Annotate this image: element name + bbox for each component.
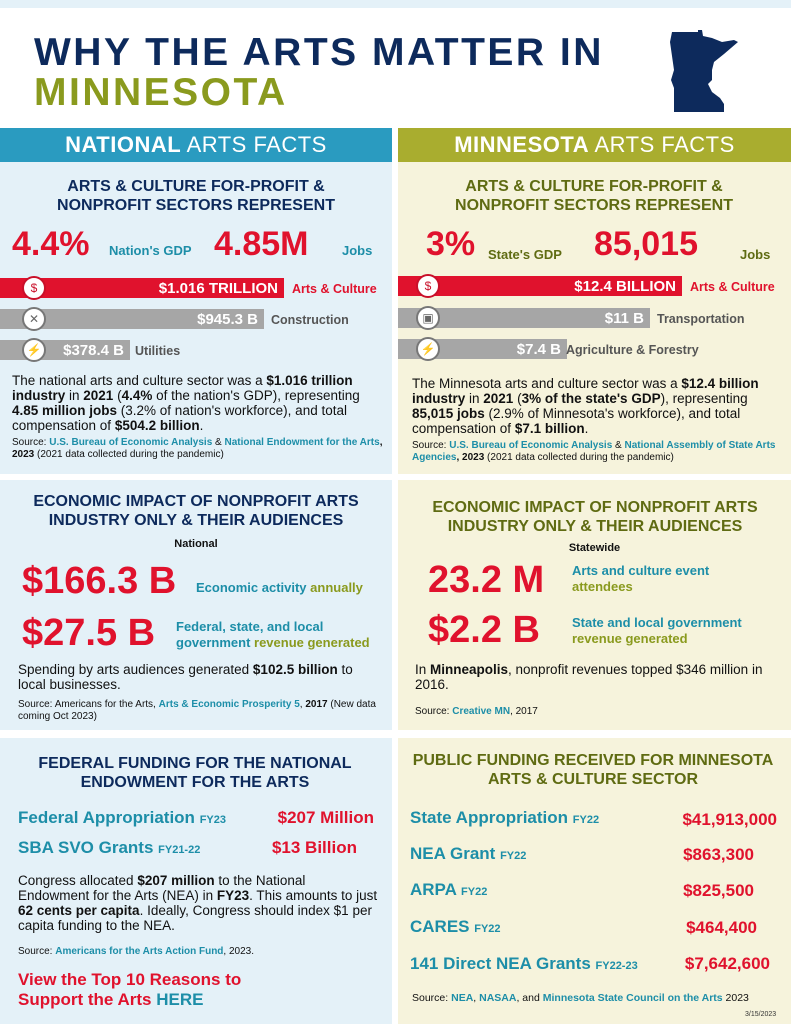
text: Source: Americans for the Arts,	[18, 699, 159, 710]
minnesota-bar-label-2: Agriculture & Forestry	[566, 343, 699, 357]
text: Federal, state, and local government	[176, 619, 324, 650]
text: &	[212, 437, 225, 448]
text-bold: $102.5 billion	[252, 662, 338, 677]
text: In	[415, 662, 431, 677]
federal-title: FEDERAL FUNDING FOR THE NATIONAL ENDOWMENT FOR THE ARTS	[38, 755, 352, 791]
impact-national-stat1: $166.3 B	[22, 560, 177, 602]
text-bold: $504.2 billion	[114, 418, 200, 433]
impact-national-stat2-label	[176, 619, 391, 651]
minnesota-map-icon	[668, 30, 740, 112]
text: , 2023.	[223, 946, 255, 957]
federal-row-0-value: $207 Million	[277, 808, 374, 827]
minnesota-bar-label-1: Transportation	[657, 312, 745, 326]
text: View the Top 10 Reasons to Support the Arts	[18, 970, 242, 1009]
public-row-2-value: $825,500	[683, 881, 754, 900]
national-paragraph	[12, 373, 382, 433]
source-link[interactable]: U.S. Bureau of Economic Analysis	[449, 440, 613, 451]
text: Source:	[412, 992, 452, 1004]
text: (2.9% of Minnesota's workforce), and total compensation of	[412, 406, 741, 436]
text-bold: Minneapolis	[430, 662, 509, 677]
bar-value: $1.016 TRILLION	[158, 279, 278, 297]
document-date: 3/15/2023	[745, 1011, 777, 1018]
minnesota-bar-0	[398, 276, 682, 296]
text-bold: 4.4%	[121, 388, 153, 403]
source-link[interactable]: National Endowment for the Arts	[224, 437, 380, 448]
fy-label: FY22	[572, 814, 600, 826]
text: (2021 data collected during the pandemic)	[34, 449, 224, 460]
source-link[interactable]: Minnesota State Council on the Arts	[542, 992, 723, 1004]
source-link[interactable]: NASAA	[479, 992, 517, 1004]
source-link[interactable]: U.S. Bureau of Economic Analysis	[49, 437, 213, 448]
national-sectors-title: ARTS & CULTURE FOR-PROFIT & NONPROFIT SECTORS REPRESENT	[57, 178, 335, 214]
text: revenue generated	[254, 635, 370, 650]
impact-state-stat2: $2.2 B	[428, 609, 540, 651]
source-link[interactable]: Americans for the Arts Action Fund	[55, 946, 224, 957]
text: State Appropriation	[410, 808, 569, 827]
minnesota-header	[398, 128, 791, 162]
minnesota-bar-label-0: Arts & Culture	[690, 280, 775, 294]
plug-icon: ⚡	[416, 337, 440, 361]
bar-value: $7.4 B	[516, 340, 561, 358]
public-row-3-label	[410, 917, 501, 937]
national-header	[0, 128, 392, 162]
money-icon: $	[22, 276, 46, 300]
text: . This amounts to just	[249, 888, 378, 903]
minnesota-gdp-value: 3%	[426, 225, 476, 263]
text: to local businesses.	[18, 662, 353, 692]
text: &	[612, 440, 625, 451]
public-row-0-value: $41,913,000	[682, 810, 777, 829]
minnesota-jobs-label: Jobs	[740, 247, 771, 262]
text-bold: $1.016 trillion industry	[12, 373, 353, 403]
top-strip	[0, 0, 791, 8]
impact-state-stat1: 23.2 M	[428, 559, 545, 601]
national-header-bold: NATIONAL	[65, 132, 182, 157]
text: SBA SVO Grants	[18, 838, 154, 857]
money-icon: $	[416, 274, 440, 298]
fy-label: FY23	[199, 814, 226, 826]
minnesota-paragraph	[412, 376, 782, 436]
text: attendees	[572, 579, 633, 594]
national-gdp-value: 4.4%	[12, 225, 90, 263]
text-bold: 2021	[483, 391, 514, 406]
federal-row-1-value: $13 Billion	[271, 838, 357, 857]
source-link[interactable]: National Assembly of State Arts Agencies	[412, 440, 776, 463]
text-bold: 85,015 jobs	[412, 406, 485, 421]
minnesota-header-rest: ARTS FACTS	[589, 132, 735, 157]
text: The national arts and culture sector was a	[12, 373, 267, 388]
national-bar-2	[0, 340, 130, 360]
public-row-0-label	[410, 808, 599, 828]
national-jobs-label: Jobs	[342, 243, 373, 258]
tools-icon: ✕	[22, 307, 46, 331]
text: in	[465, 391, 484, 406]
top-10-reasons-link[interactable]	[18, 970, 308, 1010]
text: CARES	[410, 917, 470, 936]
page-title-line2: MINNESOTA	[34, 71, 288, 114]
text: Federal Appropriation	[18, 808, 195, 827]
fy-label: FY22	[474, 923, 501, 935]
text-bold: $12.4 billion industry	[412, 376, 759, 406]
text: , and	[516, 992, 543, 1004]
text: (2021 data collected during the pandemic)	[484, 452, 674, 463]
text-bold: 3% of the state's GDP	[521, 391, 661, 406]
text: annually	[310, 580, 363, 595]
text: ,	[473, 992, 480, 1004]
impact-state-scope: Statewide	[568, 542, 621, 554]
text: ), representing	[660, 391, 748, 406]
impact-national-scope: National	[174, 538, 218, 550]
bar-value: $11 B	[604, 309, 644, 327]
minnesota-gdp-label: State's GDP	[488, 247, 562, 262]
impact-state-text	[415, 662, 770, 692]
text: 141 Direct NEA Grants	[410, 954, 591, 973]
national-bar-label-0: Arts & Culture	[292, 282, 377, 296]
impact-state-stat2-label	[572, 615, 772, 647]
impact-state-title: ECONOMIC IMPACT OF NONPROFIT ARTS INDUSTRY ONLY & THEIR AUDIENCES	[432, 499, 758, 535]
text: Source:	[18, 946, 56, 957]
source-link[interactable]: Creative MN	[452, 706, 511, 717]
text: State and local government	[572, 615, 742, 630]
public-row-2-label	[410, 880, 487, 900]
bar-value: $12.4 BILLION	[574, 277, 676, 295]
public-row-1-value: $863,300	[683, 845, 754, 864]
national-source	[12, 437, 384, 461]
text-bold: $7.1 billion	[514, 421, 585, 436]
text: , 2017	[510, 706, 538, 717]
national-header-rest: ARTS FACTS	[181, 132, 327, 157]
text-bold: 2021	[83, 388, 114, 403]
minnesota-jobs-value: 85,015	[594, 225, 698, 263]
fy-label: FY22	[461, 886, 488, 898]
text: .	[199, 418, 204, 433]
bar-value: $945.3 B	[197, 310, 258, 328]
fy-label: FY21-22	[158, 844, 201, 856]
text: to the National Endowment for the Arts (NEA) in	[18, 873, 306, 903]
minnesota-sectors-title: ARTS & CULTURE FOR-PROFIT & NONPROFIT SECTORS REPRESENT	[455, 178, 733, 214]
text-bold: , 2023	[456, 452, 485, 463]
text: (New data coming Oct 2023)	[18, 699, 376, 722]
text-bold: , 2023	[12, 437, 383, 460]
text-bold: 4.85 million jobs	[12, 403, 118, 418]
source-link[interactable]: Arts & Economic Prosperity 5	[158, 699, 300, 710]
text: The Minnesota arts and culture sector was a	[412, 376, 682, 391]
text: revenue generated	[572, 631, 688, 646]
national-gdp-label: Nation's GDP	[109, 243, 192, 258]
minnesota-header-bold: MINNESOTA	[454, 132, 590, 157]
text: . Ideally, Congress should index $1 per capita funding to the NEA.	[18, 903, 372, 933]
text: Source:	[415, 706, 453, 717]
text: (	[113, 388, 122, 403]
bus-icon: ▣	[416, 306, 440, 330]
public-row-3-value: $464,400	[686, 918, 757, 937]
text-bold: FY23	[216, 888, 250, 903]
public-source	[412, 992, 787, 1004]
page-title-line1: WHY THE ARTS MATTER IN	[34, 31, 604, 74]
impact-national-title: ECONOMIC IMPACT OF NONPROFIT ARTS INDUSTRY ONLY & THEIR AUDIENCES	[33, 493, 359, 529]
text: Source:	[412, 440, 450, 451]
text: in	[65, 388, 84, 403]
national-bar-label-1: Construction	[271, 313, 349, 327]
text: Economic activity	[196, 580, 311, 595]
federal-row-1-label	[18, 838, 200, 858]
impact-state-source	[415, 706, 775, 718]
plug-icon: ⚡	[22, 338, 46, 362]
text: Spending by arts audiences generated	[18, 662, 253, 677]
federal-source	[18, 946, 378, 958]
text: 2023	[722, 992, 749, 1004]
text-bold: $207 million	[137, 873, 215, 888]
minnesota-source	[412, 440, 784, 464]
national-bar-label-2: Utilities	[135, 344, 181, 358]
text: of the nation's GDP), representing	[152, 388, 360, 403]
source-link[interactable]: NEA	[451, 992, 474, 1004]
public-row-4-value: $7,642,600	[684, 954, 770, 973]
federal-paragraph	[18, 873, 378, 933]
text-bold: 62 cents per capita	[18, 903, 140, 918]
impact-national-source	[18, 699, 378, 723]
here-link[interactable]: HERE	[156, 990, 204, 1009]
bar-value: $378.4 B	[63, 341, 124, 359]
text: ARPA	[410, 880, 457, 899]
public-title: PUBLIC FUNDING RECEIVED FOR MINNESOTA ARTS & CULTURE SECTOR	[412, 752, 774, 788]
text: ,	[299, 699, 306, 710]
text: Source:	[12, 437, 50, 448]
text: (	[513, 391, 522, 406]
fy-label: FY22-23	[595, 960, 638, 972]
fy-label: FY22	[500, 850, 527, 862]
text: (3.2% of nation's workforce), and total compensation of	[12, 403, 347, 433]
text: Arts and culture event	[572, 563, 710, 578]
text-bold: 2017	[305, 699, 328, 710]
text: NEA Grant	[410, 844, 496, 863]
text: .	[584, 421, 589, 436]
impact-national-stat1-label	[196, 580, 363, 595]
text: , nonprofit revenues topped $346 million in 2016.	[415, 662, 763, 692]
national-jobs-value: 4.85M	[214, 225, 309, 263]
public-row-4-label	[410, 954, 638, 974]
impact-national-text	[18, 662, 383, 692]
text: Congress allocated	[18, 873, 138, 888]
federal-row-0-label	[18, 808, 226, 828]
impact-national-stat2: $27.5 B	[22, 612, 156, 654]
public-row-1-label	[410, 844, 526, 864]
impact-state-stat1-label	[572, 563, 772, 595]
